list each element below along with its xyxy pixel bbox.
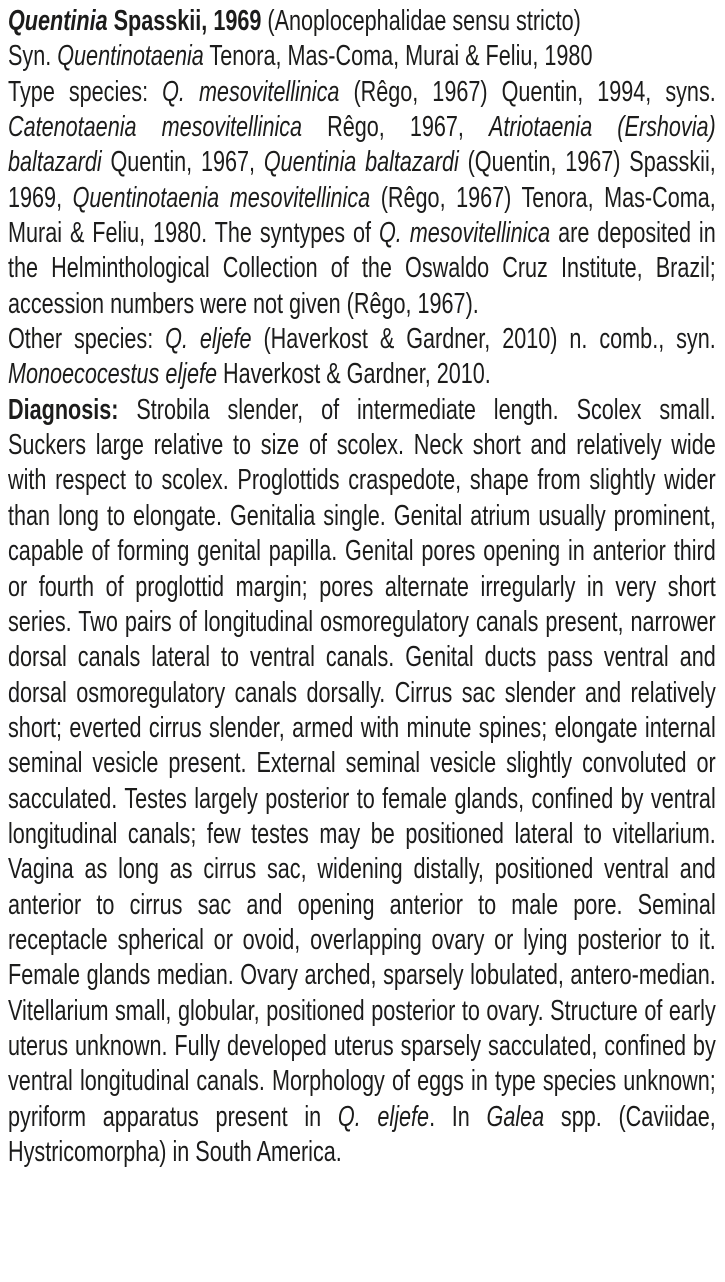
genus-heading-line [8,4,716,39]
text-segment: Type species: [8,75,163,108]
text-segment: Galea [486,1100,545,1133]
text-segment: Q. mesovitellinica [378,217,551,250]
text-segment: Quentinotaenia mesovitellinica [72,181,371,214]
text-segment: (Rêgo, 1967) Tenora, Mas-Coma, Murai & Feliu, 1980. The syntypes of [8,181,716,250]
text-segment: (Anoplocephalidae sensu stricto) [261,5,581,37]
text-segment: Diagnosis: [8,393,119,426]
text-segment: Haverkost & Gardner, 2010. [216,358,491,391]
text-segment: spp. (Caviidae, Hystricomorpha) in South America. [8,1100,716,1168]
text-segment: Q. eljefe [165,323,252,356]
text-block [8,4,716,1170]
text-segment: (Rêgo, 1967) Quentin, 1994, syns. [339,75,716,108]
text-segment: Strobila slender, of intermediate length. Scolex small. Suckers large relative to size of scolex. Neck short and relatively wide with respect to scolex. Proglottids craspedote, shape from slightly wider than long to elongate. Genitalia single. Genital atrium usually prominent, capable of forming genital papilla. Genital pores opening in anterior third or fourth of proglottid margin; pores alternate irregularly in very short series. Two pairs of longitudinal osmoregulatory canals present, narrower dorsal canals lateral to ventral canals. Genital ducts pass ventral and dorsal osmoregulatory canals dorsally. Cirrus sac slender and relatively short; everted cirrus slender, armed with minute spines; elongate internal seminal vesicle present. External seminal vesicle slightly convoluted or sacculated. Testes largely posterior to female glands, confined by ventral longitudinal canals; few testes may be positioned lateral to vitellarium. Vagina as long as cirrus sac, widening distally, positioned ventral and anterior to cirrus sac and opening anterior to male pore. Seminal receptacle spherical or ovoid, overlapping ovary or lying posterior to it. Female glands median. Ovary arched, sparsely lobulated, antero-median. Vitellarium small, globular, positioned posterior to ovary. Structure of early uterus unknown. Fully developed uterus sparsely sacculated, confined by ventral longitudinal canals. Morphology of eggs in type species unknown; pyriform apparatus present in [8,393,716,1133]
text-segment: Atriotaenia (Ershovia) baltazardi [8,111,716,179]
text-segment: Quentin, 1967, [101,146,264,179]
text-segment: Q. mesovitellinica [162,75,340,108]
text-segment: Catenotaenia mesovitellinica [8,111,303,144]
synonymy-line [8,39,716,74]
text-segment: Tenora, Mas-Coma, Murai & Feliu, 1980 [203,40,593,73]
text-segment: Syn. [8,40,58,73]
text-segment: (Quentin, 1967) Spasskii, 1969, [8,146,716,214]
text-segment: Monoecocestus eljefe [8,358,217,391]
text-segment: . In [429,1100,487,1133]
text-segment: Other species: [8,323,166,356]
text-segment: Q. eljefe [337,1100,430,1133]
text-segment: Quentinia baltazardi [263,146,459,179]
text-segment: are deposited in the Helminthological Collection of the Oswaldo Cruz Institute, Brazil; accession numbers were not given (Rêgo, 1967). [8,217,716,320]
text-segment: Spasskii, 1969 [107,5,262,37]
text-segment: Quentinotaenia [57,40,204,73]
text-segment: Quentinia [8,5,108,37]
text-segment: Rêgo, 1967, [302,111,489,144]
type-species-paragraph [8,75,716,322]
other-species-paragraph [8,322,716,393]
diagnosis-paragraph [8,393,716,1171]
text-segment: (Haverkost & Gardner, 2010) n. comb., syn. [251,323,716,356]
